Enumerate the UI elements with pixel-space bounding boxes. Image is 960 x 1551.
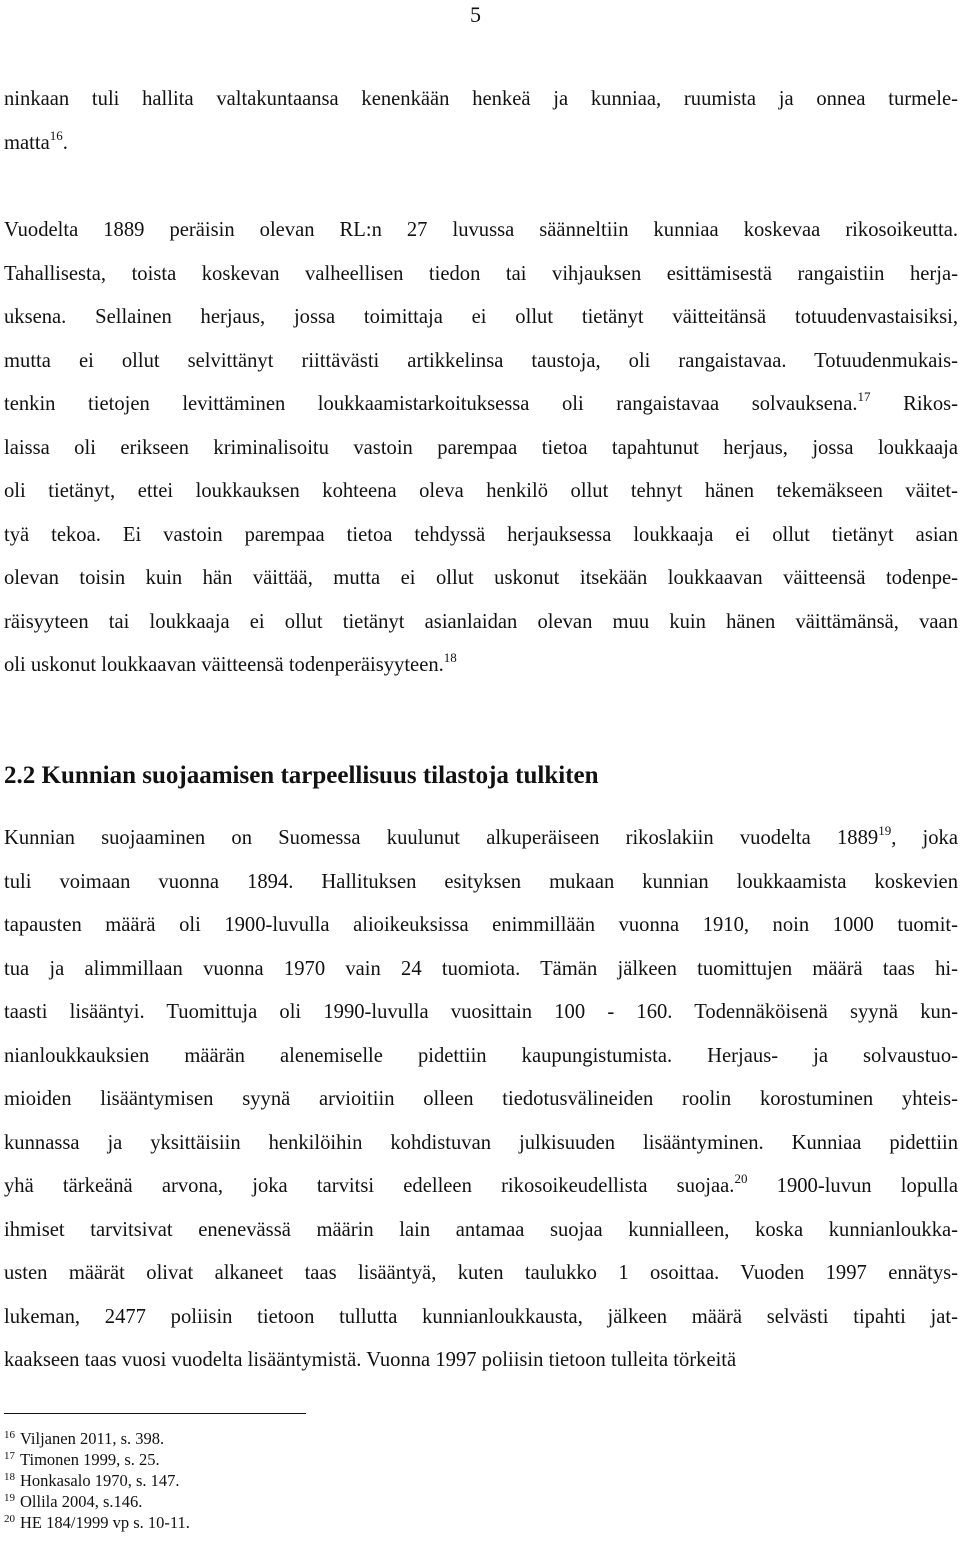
line-text: taasti lisääntyi. Tuomittuja oli 1990-luvulla vuosittain 100 - 160. Todennäköisenä syynä kun- (4, 1001, 958, 1023)
line-text: oli tietänyt, ettei loukkauksen kohteena oleva henkilö ollut tehnyt hänen tekemäkseen väitet- (4, 480, 958, 502)
text-line (4, 209, 958, 253)
text-line (4, 557, 958, 601)
paragraph-2 (4, 209, 958, 688)
footnote-ref: 16 (49, 127, 63, 143)
footnote (4, 1491, 190, 1512)
text-line (4, 340, 958, 384)
text-line (4, 253, 958, 297)
footnote-text: Timonen 1999, s. 25. (20, 1450, 160, 1469)
text-line (4, 948, 958, 992)
text-line (4, 1339, 958, 1383)
text-line (4, 817, 958, 861)
footnote-text: HE 184/1999 vp s. 10-11. (20, 1513, 190, 1532)
line-text: matta (4, 131, 50, 154)
line-text: mutta ei ollut selvittänyt riittävästi artikkelinsa taustoja, oli rangaistavaa. Totuudenmukais- (4, 349, 958, 372)
line-text-after: Rikos- (870, 393, 959, 415)
line-text: räisyyteen tai loukkaaja ei ollut tietänyt asianlaidan olevan muu kuin hänen väittämänsä, vaan (4, 610, 958, 633)
line-text: Kunnian suojaaminen on Suomessa kuulunut alkuperäiseen rikoslakiin vuodelta 1889 (4, 827, 879, 849)
line-text: lukeman, 2477 poliisin tietoon tullutta kunnianloukkausta, jälkeen määrä selvästi tipahti jat- (4, 1305, 958, 1328)
footnote (4, 1470, 190, 1491)
footnote-divider (4, 1413, 306, 1414)
line-text-after: . (62, 131, 68, 154)
line-text: tuli voimaan vuonna 1894. Hallituksen esityksen mukaan kunnian loukkaamista koskevien (4, 870, 958, 893)
text-line (4, 601, 958, 645)
line-text: uksena. Sellainen herjaus, jossa toimittaja ei ollut tietänyt väitteitänsä totuudenvastaisiksi, (4, 306, 958, 328)
footnote (4, 1512, 190, 1533)
text-line (4, 78, 958, 122)
footnote-number: 19 (4, 1492, 15, 1504)
line-text: kaakseen taas vuosi vuodelta lisääntymistä. Vuonna 1997 poliisin tietoon tulleita törkeitä (4, 1349, 737, 1371)
text-line (4, 296, 958, 340)
text-line (4, 1122, 958, 1166)
line-text: mioiden lisääntymisen syynä arvioitiin olleen tiedotusvälineiden roolin korostuminen yhteis- (4, 1088, 958, 1110)
footnote-number: 20 (4, 1513, 15, 1525)
footnote-ref: 19 (878, 823, 892, 838)
page-number: 5 (470, 2, 481, 27)
line-text: tapausten määrä oli 1900-luvulla alioikeuksissa enimmillään vuonna 1910, noin 1000 tuomit- (4, 914, 958, 936)
text-line (4, 991, 958, 1035)
text-line (4, 1078, 958, 1122)
line-text: laissa oli erikseen kriminalisoitu vastoin parempaa tietoa tapahtunut herjaus, jossa loukkaaja (4, 436, 958, 459)
line-text: ihmiset tarvitsivat enenevässä määrin lain antamaa suojaa kunnialleen, koska kunnianloukka- (4, 1218, 958, 1241)
line-text: ninkaan tuli hallita valtakuntaansa kenenkään henkeä ja kunniaa, ruumista ja onnea turmele- (4, 88, 958, 110)
footnote-text: Ollila 2004, s.146. (20, 1492, 143, 1511)
text-line (4, 1209, 958, 1253)
line-text: tyä tekoa. Ei vastoin parempaa tietoa tehdyssä herjauksessa loukkaaja ei ollut tietänyt asian (4, 523, 958, 546)
line-text: Vuodelta 1889 peräisin olevan RL:n 27 luvussa säänneltiin kunniaa koskevaa rikosoikeutta. (4, 219, 958, 241)
line-text: Tahallisesta, toista koskevan valheellisen tiedon tai vihjauksen esittämisestä rangaistiin herja- (4, 262, 958, 285)
text-line (4, 904, 958, 948)
footnote-number: 17 (4, 1450, 15, 1462)
text-line (4, 122, 958, 166)
line-text: tua ja alimmillaan vuonna 1970 vain 24 tuomiota. Tämän jälkeen tuomittujen määrä taas hi- (4, 957, 958, 980)
text-line (4, 644, 958, 688)
text-line (4, 383, 958, 427)
footnote (4, 1428, 190, 1449)
footnotes (4, 1428, 190, 1533)
line-text: kunnassa ja yksittäisiin henkilöihin kohdistuvan julkisuuden lisääntyminen. Kunniaa pidettiin (4, 1131, 958, 1154)
text-line (4, 1165, 958, 1209)
footnote-number: 16 (4, 1429, 15, 1441)
line-text: tenkin tietojen levittäminen loukkaamistarkoituksessa oli rangaistavaa solvauksena. (4, 393, 858, 415)
text-line (4, 1296, 958, 1340)
footnote-ref: 18 (443, 650, 457, 665)
section-heading: 2.2 Kunnian suojaamisen tarpeellisuus tilastoja tulkiten (4, 762, 599, 789)
footnote-ref: 20 (734, 1171, 748, 1186)
footnote-number: 18 (4, 1471, 15, 1483)
line-text: usten määrät olivat alkaneet taas lisääntyä, kuten taulukko 1 osoittaa. Vuoden 1997 ennätys- (4, 1262, 958, 1284)
paragraph-3 (4, 817, 958, 1383)
line-text: yhä tärkeänä arvona, joka tarvitsi edelleen rikosoikeudellista suojaa. (4, 1175, 735, 1197)
paragraph-1 (4, 78, 958, 165)
line-text: nianloukkauksien määrän alenemiselle pidettiin kaupungistumista. Herjaus- ja solvaustuo- (4, 1044, 958, 1067)
text-line (4, 514, 958, 558)
text-line (4, 861, 958, 905)
text-line (4, 1035, 958, 1079)
line-text: olevan toisin kuin hän väittää, mutta ei ollut uskonut itsekään loukkaavan väitteensä todenpe- (4, 567, 958, 589)
footnote-ref: 17 (857, 389, 871, 404)
line-text-after: 1900-luvun lopulla (747, 1175, 958, 1197)
text-line (4, 427, 958, 471)
text-line (4, 1252, 958, 1296)
footnote (4, 1449, 190, 1470)
text-line (4, 470, 958, 514)
line-text: oli uskonut loukkaavan väitteensä todenperäisyyteen. (4, 654, 444, 676)
footnote-text: Viljanen 2011, s. 398. (20, 1429, 165, 1448)
line-text-after: , joka (891, 827, 958, 849)
footnote-text: Honkasalo 1970, s. 147. (20, 1471, 180, 1490)
